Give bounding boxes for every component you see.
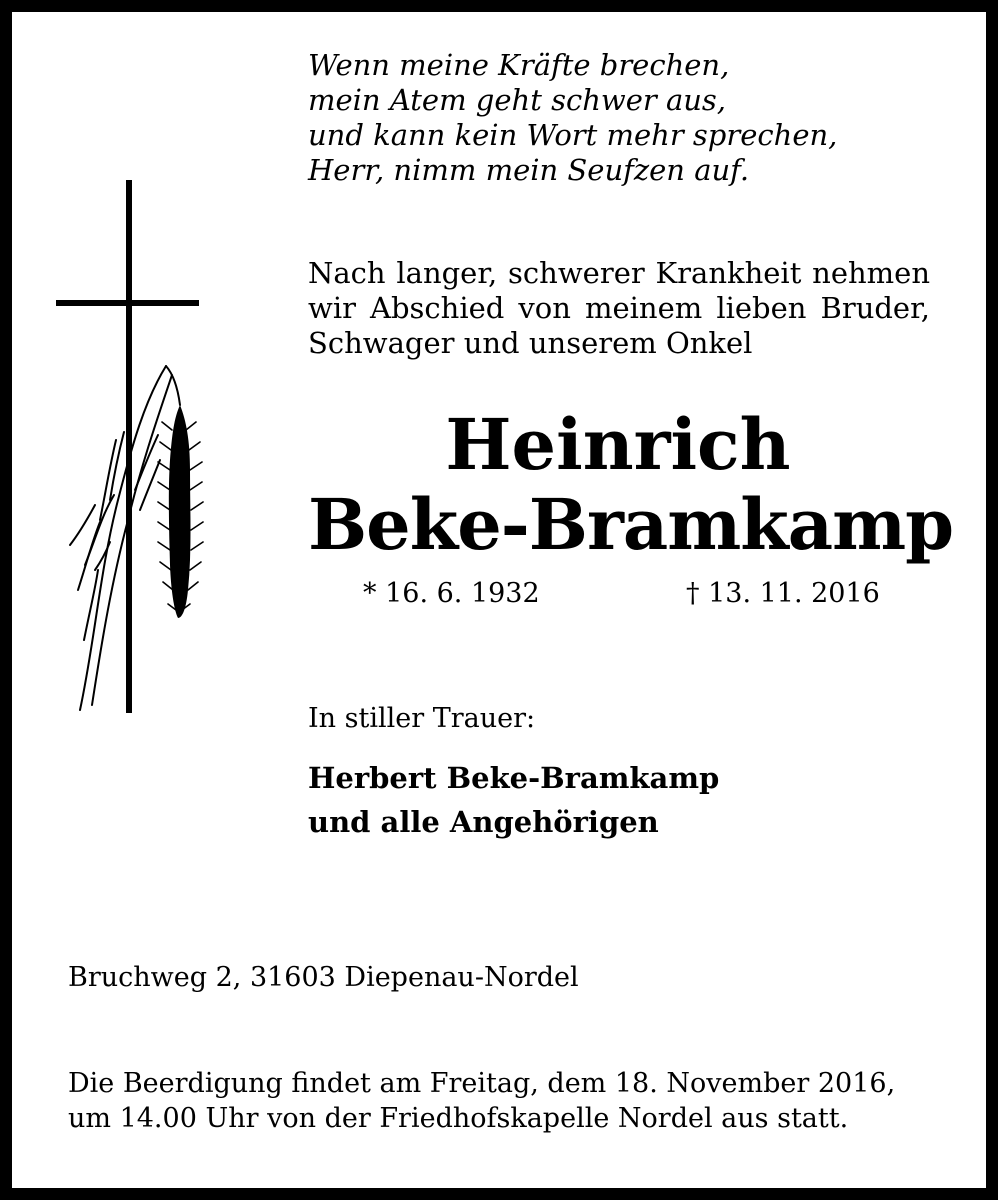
poem-line: mein Atem geht schwer aus, <box>308 83 727 117</box>
address: Bruchweg 2, 31603 Diepenau-Nordel <box>68 962 579 993</box>
mourning-label: In stiller Trauer: <box>308 703 536 734</box>
intro-paragraph <box>308 256 930 361</box>
grass-stems <box>70 366 180 710</box>
poem-line: Herr, nimm mein Seufzen auf. <box>308 153 750 187</box>
mourner-line: und alle Angehörigen <box>308 805 659 839</box>
poem-line: und kann kein Wort mehr sprechen, <box>308 118 838 152</box>
death-date: † 13. 11. 2016 <box>686 578 880 609</box>
mourners <box>308 756 719 844</box>
wheat-ear <box>169 405 191 618</box>
intro-line: Schwager und unserem Onkel <box>308 326 753 360</box>
poem-line: Wenn meine Kräfte brechen, <box>308 48 730 82</box>
burial-line: um 14.00 Uhr von der Friedhofskapelle Nordel aus statt. <box>68 1103 849 1134</box>
deceased-first-name: Heinrich <box>445 403 791 486</box>
burial-notice <box>68 1066 895 1136</box>
burial-line: Die Beerdigung findet am Freitag, dem 18. November 2016, <box>68 1068 896 1099</box>
cross-with-wheat-ear-icon <box>40 170 230 730</box>
birth-date: * 16. 6. 1932 <box>363 578 540 609</box>
intro-line: wir Abschied von meinem lieben Bruder, <box>308 291 930 325</box>
deceased-last-name: Beke-Bramkamp <box>308 483 954 566</box>
mourner-line: Herbert Beke-Bramkamp <box>308 761 720 795</box>
intro-line: Nach langer, schwerer Krankheit nehmen <box>308 256 930 290</box>
poem-verse <box>308 48 837 188</box>
